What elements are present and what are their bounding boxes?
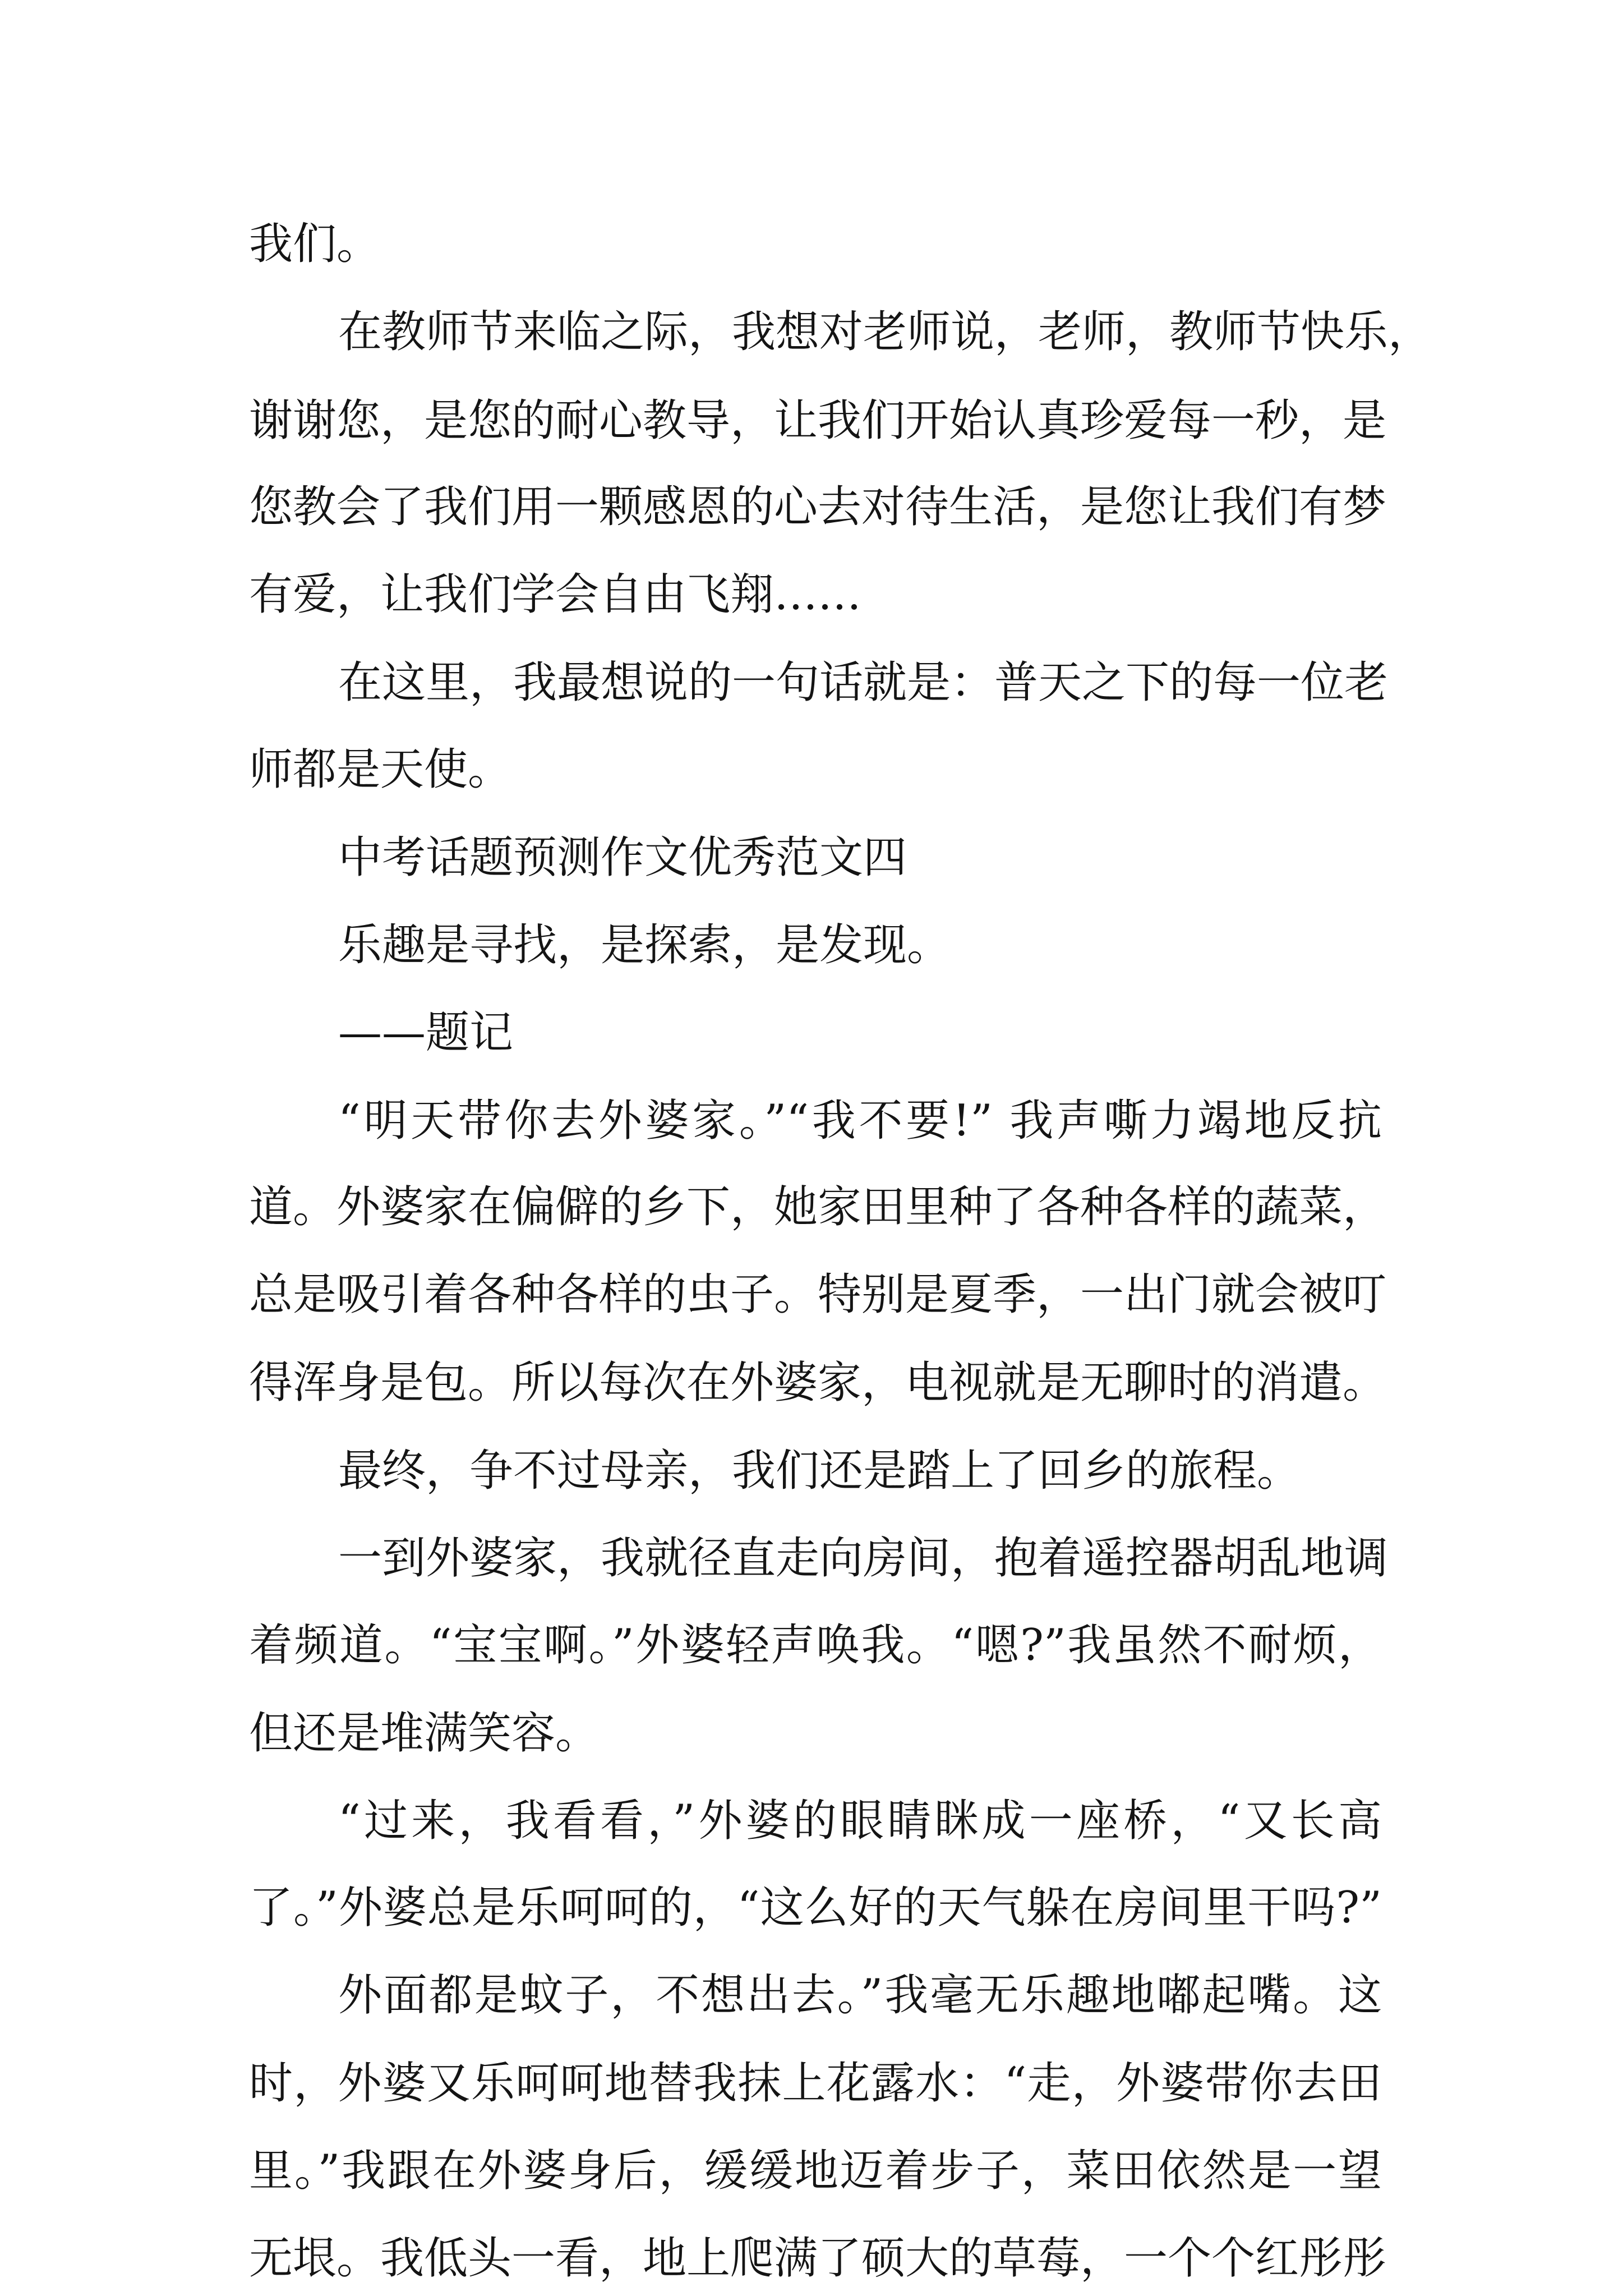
text-line: 里。”我跟在外婆身后，缓缓地迈着步子，菜田依然是一望: [249, 2146, 1382, 2196]
epigraph: 乐趣是寻找，是探索，是发现。: [338, 920, 951, 970]
section-heading: 中考话题预测作文优秀范文四: [338, 832, 907, 883]
text-line: 但还是堆满笑容。: [249, 1708, 600, 1759]
text-line: 我们。: [249, 219, 381, 269]
text-line: 总是吸引着各种各样的虫子。特别是夏季，一出门就会被叮: [249, 1269, 1387, 1320]
text-line: 您教会了我们用一颗感恩的心去对待生活，是您让我们有梦: [249, 482, 1387, 532]
text-line: 着频道。“宝宝啊。”外婆轻声唤我。“嗯?”我虽然不耐烦，: [249, 1620, 1382, 1671]
text-line: 无垠。我低头一看，地上爬满了硕大的草莓，一个个红彤彤: [249, 2233, 1387, 2284]
epigraph-attribution: ——题记: [338, 1007, 514, 1058]
text-line: 得浑身是包。所以每次在外婆家，电视就是无聊时的消遣。: [249, 1358, 1387, 1408]
text-line: 一到外婆家，我就径直走向房间，抱着遥控器胡乱地调: [338, 1533, 1389, 1584]
text-line: 有爱，让我们学会自由飞翔……: [249, 569, 862, 620]
text-line: “过来，我看看，”外婆的眼睛眯成一座桥，“又长高: [338, 1796, 1382, 1846]
text-line: 道。外婆家在偏僻的乡下，她家田里种了各种各样的蔬菜，: [249, 1182, 1387, 1232]
text-line: 在这里，我最想说的一句话就是：普天之下的每一位老: [338, 657, 1389, 708]
text-line: 最终，争不过母亲，我们还是踏上了回乡的旅程。: [338, 1446, 1301, 1496]
text-line: 师都是天使。: [249, 744, 512, 795]
text-line: 时，外婆又乐呵呵地替我抹上花露水：“走，外婆带你去田: [249, 2058, 1382, 2109]
text-line: 外面都是蚊子，不想出去。”我毫无乐趣地嘟起嘴。这: [338, 1970, 1382, 2021]
text-line: 谢谢您，是您的耐心教导，让我们开始认真珍爱每一秒，是: [249, 395, 1387, 446]
text-line: “明天带你去外婆家。”“我不要!” 我声嘶力竭地反抗: [338, 1096, 1382, 1146]
text-line: 在教师节来临之际，我想对老师说，老师，教师节快乐，: [338, 307, 1432, 357]
text-line: 了。”外婆总是乐呵呵的，“这么好的天气躲在房间里干吗?”: [249, 1883, 1382, 1933]
